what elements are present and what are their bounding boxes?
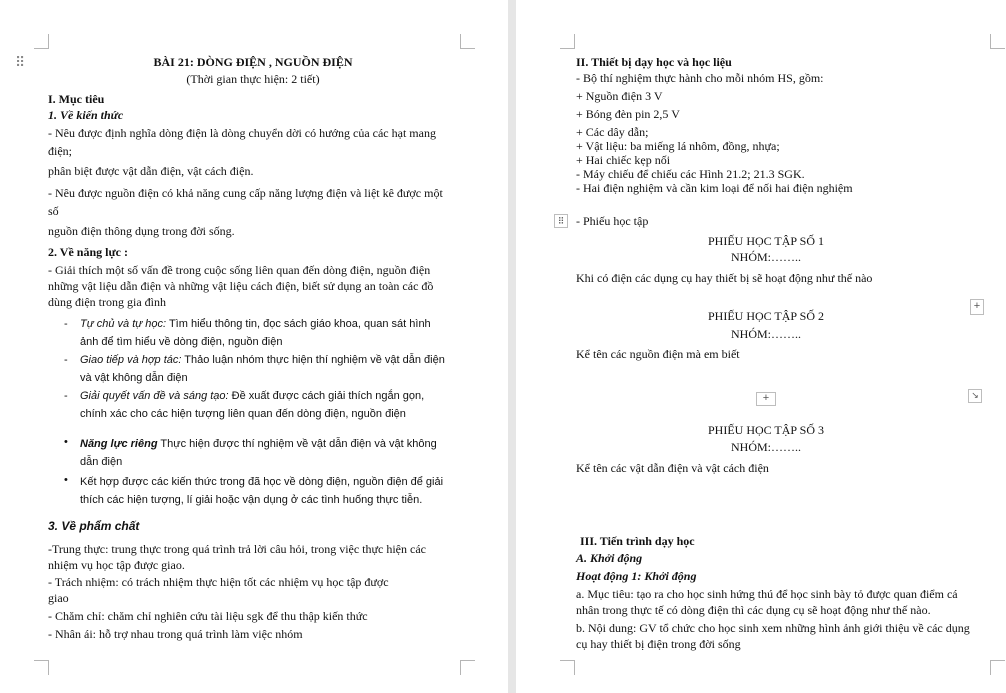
worksheet-title: PHIẾU HỌC TẬP SỐ 2: [707, 309, 824, 323]
worksheet-group: NHÓM:……..: [730, 440, 801, 454]
paragraph-line: b. Nội dung: GV tổ chức cho học sinh xem những hình ảnh giới thiệu về các dụng: [576, 621, 970, 635]
paragraph-line: - Bộ thí nghiệm thực hành cho mỗi nhóm HS, gồm:: [576, 71, 824, 85]
list-item: [80, 436, 437, 452]
heading-knowledge: 1. Về kiến thức: [48, 108, 124, 122]
paragraph-line: + Các dây dẫn;: [576, 125, 649, 139]
dash-bullet-icon: -: [64, 318, 68, 330]
paragraph-line: dùng điện trong gia đình: [48, 295, 166, 309]
heading-equipment: II. Thiết bị dạy học và học liệu: [576, 55, 732, 69]
paragraph-line: cụ hay thiết bị điện trong đời sống: [576, 637, 741, 651]
document-page-right: [516, 0, 1006, 693]
worksheet-group: NHÓM:……..: [730, 327, 801, 341]
paragraph-line: giao: [48, 591, 69, 605]
list-item: [80, 352, 445, 368]
crop-mark: [990, 660, 1005, 675]
list-item: [80, 388, 424, 404]
paragraph-line: nhân trong thực tế có dòng điện thì các dụng cụ sẽ hoạt động như thế nào.: [576, 603, 931, 617]
paragraph-line: phân biệt được vật dẫn điện, vật cách điện.: [48, 164, 254, 178]
dash-bullet-icon: -: [64, 354, 68, 366]
paragraph-line: những vật liệu dẫn điện và những vật liệu cách điện, biết sử dụng an toàn các đồ: [48, 279, 434, 293]
paragraph-line: - Máy chiếu để chiếu các Hình 21.2; 21.3 SGK.: [576, 167, 805, 181]
list-item-label: Tự chủ và tự học:: [80, 318, 167, 330]
paragraph-line: - Trách nhiệm: có trách nhiệm thực hiện tốt các nhiệm vụ học tập được: [48, 575, 389, 589]
paragraph-line: điện;: [48, 144, 72, 158]
paragraph-line: + Hai chiếc kẹp nối: [576, 153, 671, 167]
list-item-continuation: chính xác cho các hiện tượng liên quan đến dòng điện, nguồn điện: [80, 408, 406, 420]
bullet-icon: •: [64, 436, 68, 448]
bullet-icon: •: [64, 474, 68, 486]
list-item-continuation: ảnh để tìm hiểu về dòng điện, nguồn điện: [80, 336, 283, 348]
paragraph-line: + Nguồn điện 3 V: [576, 89, 663, 103]
heading-start: A. Khởi động: [576, 551, 643, 565]
crop-mark: [990, 34, 1005, 49]
paragraph-line: -Trung thực: trung thực trong quá trình trả lời câu hỏi, trong việc thực hiện các: [48, 542, 426, 556]
paragraph-line: số: [48, 204, 59, 218]
crop-mark: [34, 660, 49, 675]
list-item-continuation: dẫn điện: [80, 456, 123, 468]
worksheet-question: Kể tên các nguồn điện mà em biết: [576, 347, 740, 361]
crop-mark: [560, 660, 575, 675]
move-handle-icon[interactable]: ⠿: [15, 55, 26, 71]
heading-activity: Hoạt động 1: Khởi động: [576, 569, 697, 583]
paragraph-line: - Nêu được định nghĩa dòng điện là dòng chuyển dời có hướng của các hạt mang: [48, 126, 436, 140]
list-item: [80, 316, 431, 332]
paragraph-line: - Nêu được nguồn điện có khả năng cung cấp năng lượng điện và liệt kê được một: [48, 186, 443, 200]
table-resize-icon[interactable]: ↘: [968, 389, 982, 403]
crop-mark: [34, 34, 49, 49]
paragraph-line: - Chăm chỉ: chăm chỉ nghiên cứu tài liệu sgk để thu thập kiến thức: [48, 609, 368, 623]
table-move-icon[interactable]: ⠿: [554, 214, 568, 228]
paragraph-line: + Vật liệu: ba miếng lá nhôm, đồng, nhựa;: [576, 139, 780, 153]
list-item-label: Giải quyết vấn đề và sáng tạo:: [80, 390, 229, 402]
add-row-icon[interactable]: +: [756, 392, 776, 406]
heading-process: III. Tiến trình dạy học: [580, 534, 695, 548]
paragraph-line: nguồn điện thông dụng trong đời sống.: [48, 224, 235, 238]
list-item: Kết hợp được các kiến thức trong đã học về dòng điện, nguồn điện để giải: [80, 476, 444, 488]
heading-qualities: 3. Về phẩm chất: [48, 519, 140, 533]
paragraph-line: - Nhân ái: hỗ trợ nhau trong quá trình làm việc nhóm: [48, 627, 303, 641]
dash-bullet-icon: -: [64, 390, 68, 402]
worksheet-group: NHÓM:……..: [730, 250, 801, 264]
worksheet-question: Khi có điện các dụng cụ hay thiết bị sẽ hoạt động như thế nào: [576, 271, 873, 285]
lesson-title: BÀI 21: DÒNG ĐIỆN , NGUỒN ĐIỆN: [153, 55, 353, 69]
worksheet-title: PHIẾU HỌC TẬP SỐ 3: [707, 423, 824, 437]
paragraph-line: - Giải thích một số vấn đề trong cuộc sống liên quan đến dòng điện, nguồn điện: [48, 263, 431, 277]
worksheet-label: - Phiếu học tập: [576, 214, 649, 228]
list-item-text: Thực hiện được thí nghiệm về vật dẫn điện và vật không: [157, 438, 437, 450]
list-item-continuation: và vật không dẫn điện: [80, 372, 188, 384]
paragraph-line: nhiệm vụ học tập được giao.: [48, 558, 185, 572]
paragraph-line: + Bóng đèn pin 2,5 V: [576, 107, 680, 121]
heading-ability: 2. Về năng lực :: [48, 245, 128, 259]
crop-mark: [460, 660, 475, 675]
list-item-label: Năng lực riêng: [80, 438, 158, 450]
heading-objectives: I. Mục tiêu: [48, 92, 105, 106]
worksheet-title: PHIẾU HỌC TẬP SỐ 1: [707, 234, 824, 248]
add-column-icon[interactable]: +: [970, 299, 984, 315]
paragraph-line: a. Mục tiêu: tạo ra cho học sinh hứng thú để học sinh bày tỏ được quan điểm cá: [576, 587, 958, 601]
list-item-text: Tìm hiểu thông tin, đọc sách giáo khoa, quan sát hình: [166, 318, 431, 330]
list-item-text: Thảo luận nhóm thực hiện thí nghiệm về vật dẫn điện: [181, 354, 445, 366]
paragraph-line: - Hai điện nghiệm và cần kim loại để nối hai điện nghiệm: [576, 181, 853, 195]
list-item-continuation: thích các hiện tượng, lí giải hoặc vận dụng ở các tình huống thực tiễn.: [80, 494, 423, 506]
list-item-text: Đề xuất được cách giải thích ngắn gọn,: [228, 390, 425, 402]
crop-mark: [560, 34, 575, 49]
list-item-label: Giao tiếp và hợp tác:: [80, 354, 182, 366]
crop-mark: [460, 34, 475, 49]
worksheet-question: Kể tên các vật dẫn điện và vật cách điện: [576, 461, 769, 475]
lesson-subtitle: (Thời gian thực hiện: 2 tiết): [186, 72, 320, 86]
